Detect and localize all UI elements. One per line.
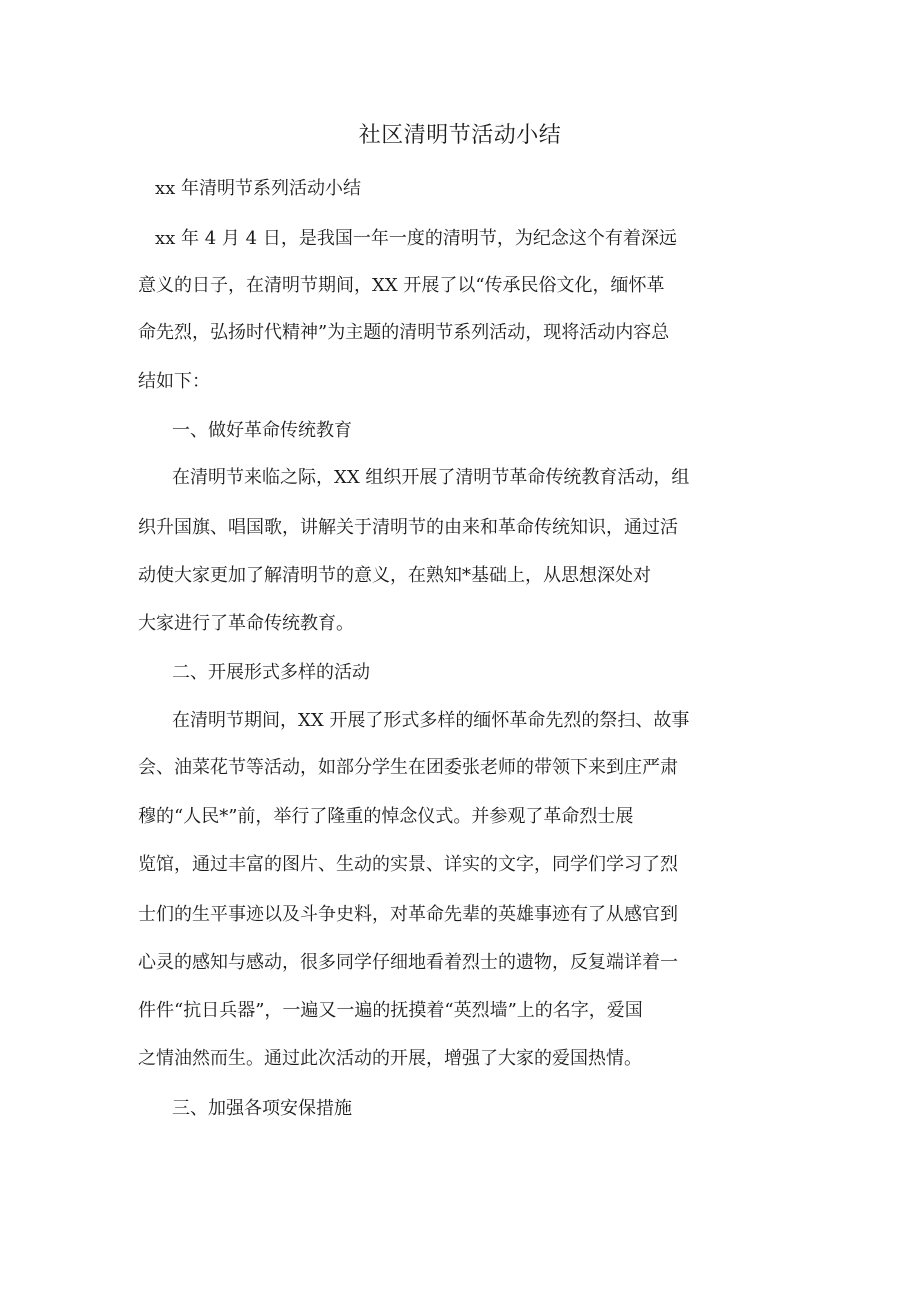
section-2-line-3: 穆的“人民*”前，举行了隆重的悼念仪式。并参观了革命烈士展 (138, 806, 634, 827)
section-2-line-4: 览馆，通过丰富的图片、生动的实景、详实的文字，同学们学习了烈 (138, 854, 678, 875)
intro-line-3: 命先烈，弘扬时代精神”为主题的清明节系列活动，现将活动内容总 (138, 322, 670, 343)
section-2-line-6: 心灵的感知与感动，很多同学仔细地看着烈士的遗物，反复端详着一 (138, 952, 678, 973)
section-1-line-3: 动使大家更加了解清明节的意义，在熟知*基础上，从思想深处对 (138, 565, 651, 586)
section-2-line-7: 件件“抗日兵器”，一遍又一遍的抚摸着“英烈墙”上的名字，爱国 (138, 1000, 643, 1021)
section-2-heading: 二、开展形式多样的活动 (172, 662, 370, 683)
section-2-line-5: 士们的生平事迹以及斗争史料，对革命先辈的英雄事迹有了从感官到 (138, 904, 678, 925)
section-2-line-2: 会、油菜花节等活动，如部分学生在团委张老师的带领下来到庄严肃 (138, 757, 678, 778)
intro-line-2: 意义的日子，在清明节期间，XX 开展了以“传承民俗文化，缅怀革 (138, 275, 665, 296)
document-title: 社区清明节活动小结 (358, 123, 562, 148)
section-2-line-8: 之情油然而生。通过此次活动的开展，增强了大家的爱国热情。 (138, 1048, 642, 1069)
section-1-heading: 一、做好革命传统教育 (172, 420, 352, 441)
section-2-line-1: 在清明节期间，XX 开展了形式多样的缅怀革命先烈的祭扫、故事 (172, 710, 690, 731)
section-1-line-2: 织升国旗、唱国歌，讲解关于清明节的由来和革命传统知识，通过活 (138, 517, 678, 538)
section-1-line-1: 在清明节来临之际，XX 组织开展了清明节革命传统教育活动，组 (172, 467, 690, 488)
intro-line-4: 结如下： (138, 371, 210, 392)
document-subtitle: xx 年清明节系列活动小结 (155, 178, 362, 199)
section-3-heading: 三、加强各项安保措施 (172, 1098, 352, 1119)
intro-line-1: xx 年 4 月 4 日，是我国一年一度的清明节，为纪念这个有着深远 (155, 228, 677, 249)
section-1-line-4: 大家进行了革命传统教育。 (138, 613, 354, 634)
